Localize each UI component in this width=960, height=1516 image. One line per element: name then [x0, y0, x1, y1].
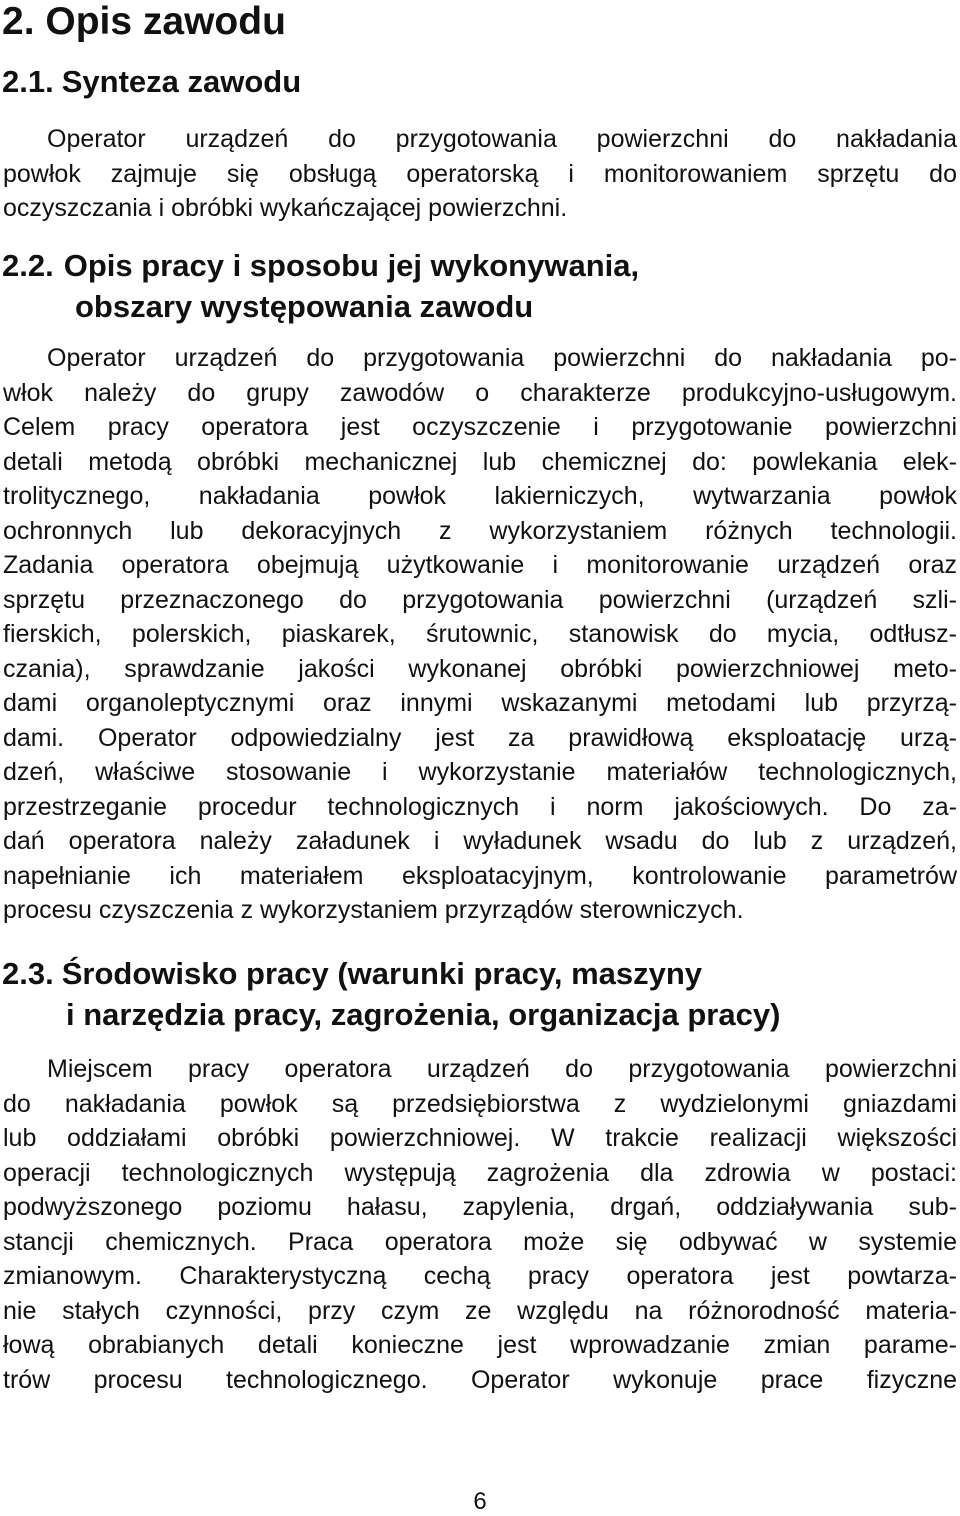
subsection-title-line2: obszary występowania zawodu	[75, 289, 534, 324]
text-line: stancji chemicznych. Praca operatora może się odbywać w systemie	[3, 1227, 957, 1256]
paragraph-2-1	[3, 122, 957, 226]
text-line: trów procesu technologicznego. Operator wykonuje prace fizyczne	[3, 1365, 957, 1394]
text-line: czania), sprawdzanie jakości wykonanej obróbki powierzchniowej meto-	[3, 654, 957, 683]
subsection-heading-2-3	[2, 954, 702, 994]
text-line: nie stałych czynności, przy czym ze względu na różnorodność materia-	[3, 1296, 957, 1325]
subsection-title-line1: Środowisko pracy (warunki pracy, maszyny	[61, 956, 703, 991]
subsection-heading-2-1	[2, 62, 301, 102]
text-line: łową obrabianych detali konieczne jest wprowadzanie zmian parame-	[3, 1331, 957, 1359]
text-line: napełnianie ich materiałem eksploatacyjnym, kontrolowanie parametrów	[3, 861, 957, 890]
text-line: włok należy do grupy zawodów o charakterze produkcyjno-usługowym.	[3, 378, 957, 407]
text-line: przestrzeganie procedur technologicznych i norm jakościowych. Do za-	[3, 792, 957, 821]
text-line: lub oddziałami obróbki powierzchniowej. W trakcie realizacji większości	[3, 1124, 957, 1152]
paragraph-2-3	[3, 1052, 957, 1397]
section-number: 2.	[2, 0, 35, 43]
text-line: operacji technologicznych występują zagrożenia dla zdrowia w postaci:	[3, 1158, 957, 1187]
subsection-number: 2.3.	[2, 956, 54, 991]
text-line: dzeń, właściwe stosowanie i wykorzystanie materiałów technologicznych,	[3, 758, 957, 786]
text-line: fierskich, polerskich, piaskarek, śrutownic, stanowisk do mycia, odtłusz-	[3, 620, 957, 648]
text-line: oczyszczania i obróbki wykańczającej powierzchni.	[3, 194, 568, 222]
text-line: Operator urządzeń do przygotowania powierzchni do nakładania	[47, 125, 957, 153]
text-line: podwyższonego poziomu hałasu, zapylenia, drgań, oddziaływania sub-	[3, 1193, 957, 1221]
text-line: powłok zajmuje się obsługą operatorską i monitorowaniem sprzętu do	[3, 159, 957, 188]
text-line: sprzętu przeznaczonego do przygotowania powierzchni (urządzeń szli-	[3, 585, 957, 614]
subsection-title-line1: Opis pracy i sposobu jej wykonywania,	[63, 248, 640, 283]
section-title: Opis zawodu	[45, 0, 286, 43]
text-line: Operator urządzeń do przygotowania powierzchni do nakładania po-	[47, 344, 957, 372]
text-line: zmianowym. Charakterystyczną cechą pracy operatora jest powtarza-	[3, 1262, 957, 1290]
subsection-heading-2-2	[2, 246, 639, 286]
text-line: detali metodą obróbki mechanicznej lub chemicznej do: powlekania elek-	[3, 447, 957, 476]
section-heading	[2, 0, 286, 44]
subsection-title-line2: i narzędzia pracy, zagrożenia, organizacja pracy)	[66, 997, 781, 1032]
text-line: procesu czyszczenia z wykorzystaniem przyrządów sterowniczych.	[3, 896, 744, 924]
subsection-title: Synteza zawodu	[61, 64, 302, 99]
text-line: Celem pracy operatora jest oczyszczenie i przygotowanie powierzchni	[3, 413, 957, 441]
subsection-number: 2.2.	[2, 248, 54, 283]
subsection-number: 2.1.	[2, 64, 54, 99]
text-line: trolitycznego, nakładania powłok lakierniczych, wytwarzania powłok	[3, 482, 957, 510]
text-line: Miejscem pracy operatora urządzeń do przygotowania powierzchni	[47, 1055, 957, 1083]
paragraph-2-2	[3, 341, 957, 928]
page-number: 6	[473, 1488, 487, 1515]
text-line: dami. Operator odpowiedzialny jest za prawidłową eksploatację urzą-	[3, 723, 957, 752]
text-line: Zadania operatora obejmują użytkowanie i monitorowanie urządzeń oraz	[3, 551, 957, 579]
text-line: dań operatora należy załadunek i wyładunek wsadu do lub z urządzeń,	[3, 827, 957, 855]
text-line: dami organoleptycznymi oraz innymi wskazanymi metodami lub przyrzą-	[3, 689, 957, 717]
text-line: do nakładania powłok są przedsiębiorstwa z wydzielonymi gniazdami	[3, 1089, 957, 1118]
text-line: ochronnych lub dekoracyjnych z wykorzystaniem różnych technologii.	[3, 516, 957, 545]
